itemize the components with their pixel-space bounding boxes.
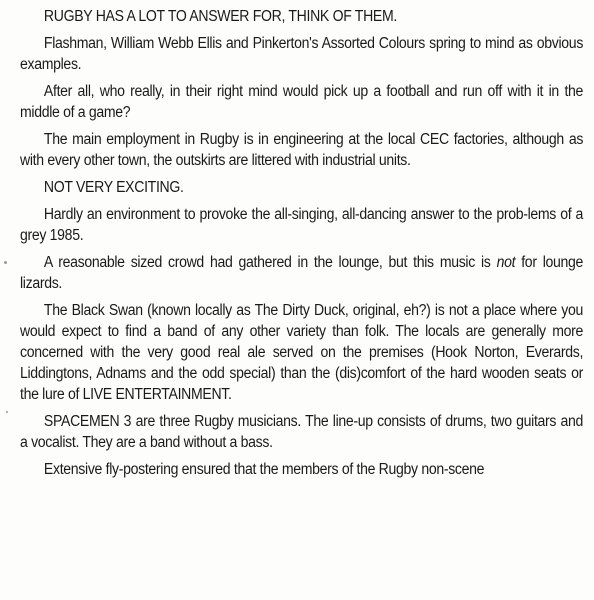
paragraph-black-swan: The Black Swan (known locally as The Dirty Duck, original, eh?) is not a place where you would expect to find a band of any other variety than folk. The locals are generally more concerned with the very good real ale served on the premises (Hook Norton, Everards, Liddingtons, Adnams and the odd special) than the (dis)comfort of the hard wooden seats or the lure of LIVE ENTERTAINMENT. <box>20 302 584 403</box>
article-body <box>20 6 583 484</box>
paragraph-employment: The main employment in Rugby is in engineering at the local CEC factories, although as with every other town, the outskirts are littered with industrial units. <box>20 131 584 169</box>
paragraph-fly-postering: Extensive fly-postering ensured that the members of the Rugby non-scene <box>43 461 485 478</box>
paragraph-not-exciting: NOT VERY EXCITING. <box>43 179 184 196</box>
paragraph-examples: Flashman, William Webb Ellis and Pinkerton's Assorted Colours spring to mind as obvious examples. <box>20 35 584 73</box>
paragraph-environment: Hardly an environment to provoke the all-singing, all-dancing answer to the prob-lems of a grey 1985. <box>20 206 584 244</box>
emphasis-not: not <box>496 254 516 271</box>
scan-speck <box>4 261 7 264</box>
paragraph-crowd <box>20 252 583 294</box>
crowd-text-after: for lounge lizards. <box>20 254 584 292</box>
scan-speck <box>6 411 8 413</box>
crowd-text-before: A reasonable sized crowd had gathered in the lounge, but this music is <box>43 254 497 271</box>
paragraph-spacemen: SPACEMEN 3 are three Rugby musicians. The line-up consists of drums, two guitars and a vocalist. They are a band without a bass. <box>20 413 584 451</box>
paragraph-football: After all, who really, in their right mind would pick up a football and run off with it in the middle of a game? <box>20 83 584 121</box>
paragraph-heading: RUGBY HAS A LOT TO ANSWER FOR, THINK OF THEM. <box>43 8 397 25</box>
